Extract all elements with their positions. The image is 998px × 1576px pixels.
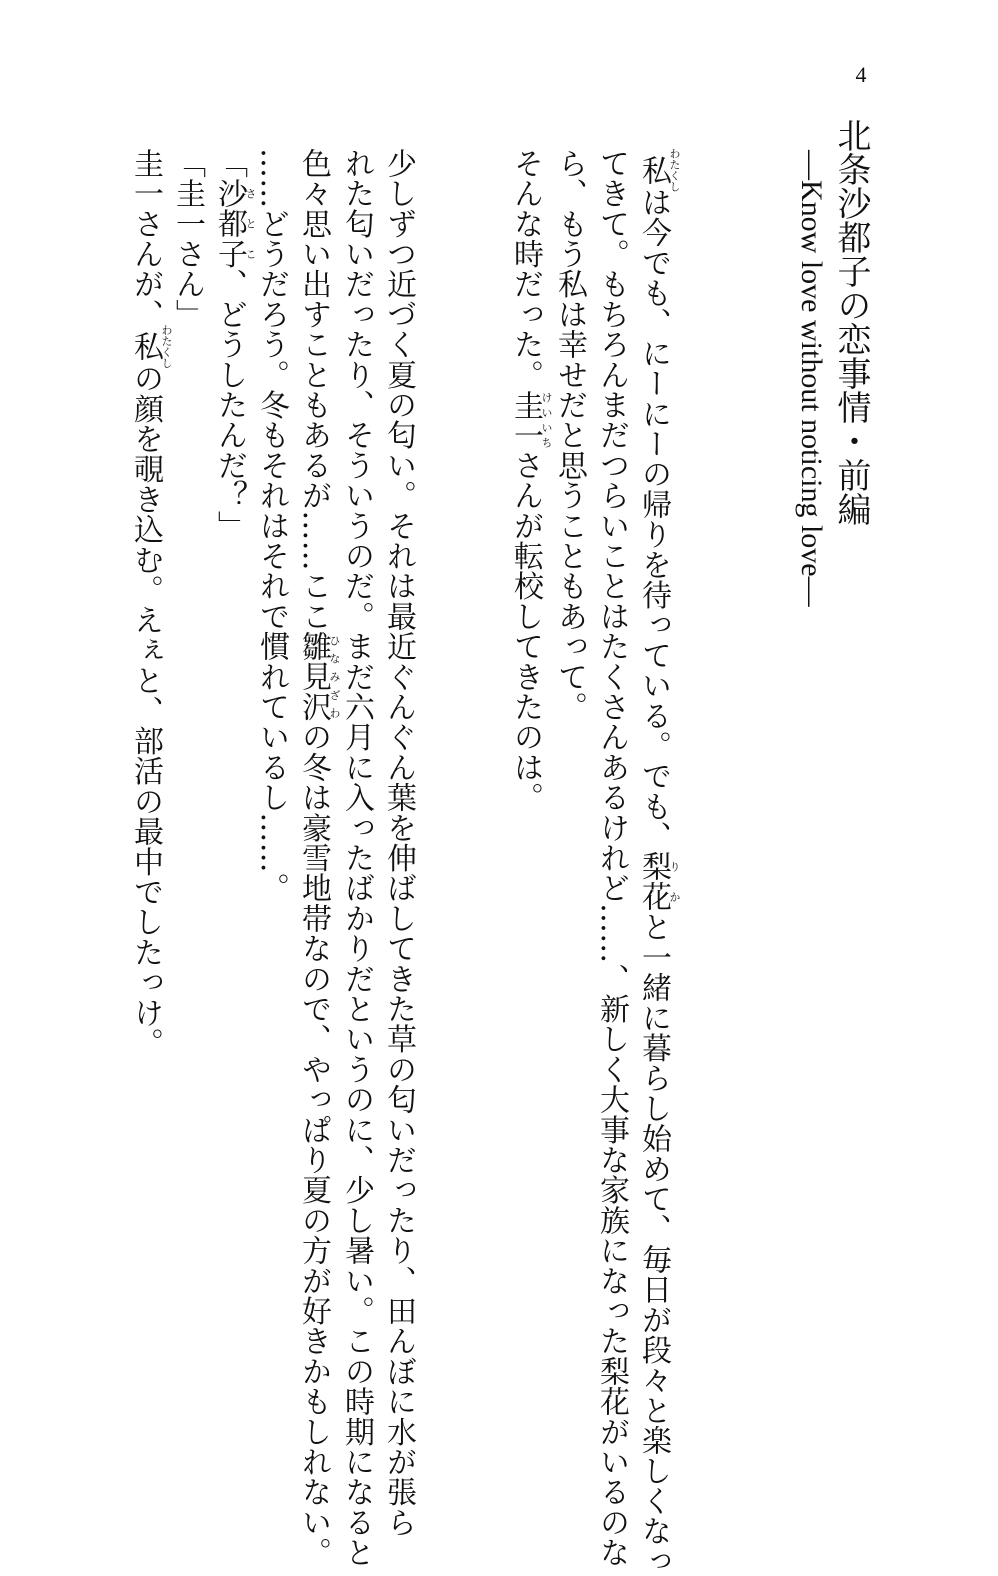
ruby-satoko: 沙都子さとこ xyxy=(212,178,257,269)
chapter-subtitle: ―Know love without noticing love― xyxy=(795,150,828,607)
body-line-11: 圭一さんが、私わたくしの顔を覗き込む。えぇと、部活の最中でしたっけ。 xyxy=(128,148,173,1058)
body-line-6: れた匂いだったり、そういうのだ。まだ六月に入ったばかりだというのに、少し暑い。この時期になると xyxy=(339,148,374,1568)
ruby-keiichi: 圭一けいいち xyxy=(508,389,553,451)
ruby-hinamizawa: 雛見沢ひなみざわ xyxy=(296,631,341,722)
ruby-watakushi-2: 私わたくし xyxy=(128,324,173,369)
body-line-9: 「沙都子さとこ、どうしたんだ？」 xyxy=(212,148,257,541)
body-line-5: 少しずつ近づく夏の匂い。それは最近ぐんぐん葉を伸ばしてきた草の匂いだったり、田んぼに水が張ら xyxy=(381,148,416,1538)
body-line-10: 「圭一さん」 xyxy=(170,148,205,330)
body-line-3: ら、もう私は幸せだと思うこともあって。 xyxy=(552,148,587,722)
chapter-title: 北条沙都子の恋事情・前編 xyxy=(831,118,871,526)
body-line-7: 色々思い出すこともあるが……ここ雛見沢ひなみざわの冬は豪雪地帯なので、やっぱり夏の方が好きかもしれない。 xyxy=(296,148,341,1568)
body-line-4: そんな時だった。圭一けいいちさんが転校してきたのは。 xyxy=(508,148,553,813)
body-line-8: ……どうだろう。冬もそれはそれで慣れているし……。 xyxy=(254,148,289,903)
body-line-1: 私わたくしは今でも、にーにーの帰りを待っている。でも、梨花りかと一緒に暮らし始めて、毎日が段々と楽しくなっ xyxy=(636,148,681,1576)
ruby-watakushi-1: 私わたくし xyxy=(636,148,681,192)
page-number: 4 xyxy=(855,62,867,87)
ruby-rika: 梨花りか xyxy=(636,851,681,912)
body-line-2: てきて。もちろんまだつらいことはたくさんあるけれど……、新しく大事な家族になった梨花がいるのな xyxy=(594,148,629,1568)
